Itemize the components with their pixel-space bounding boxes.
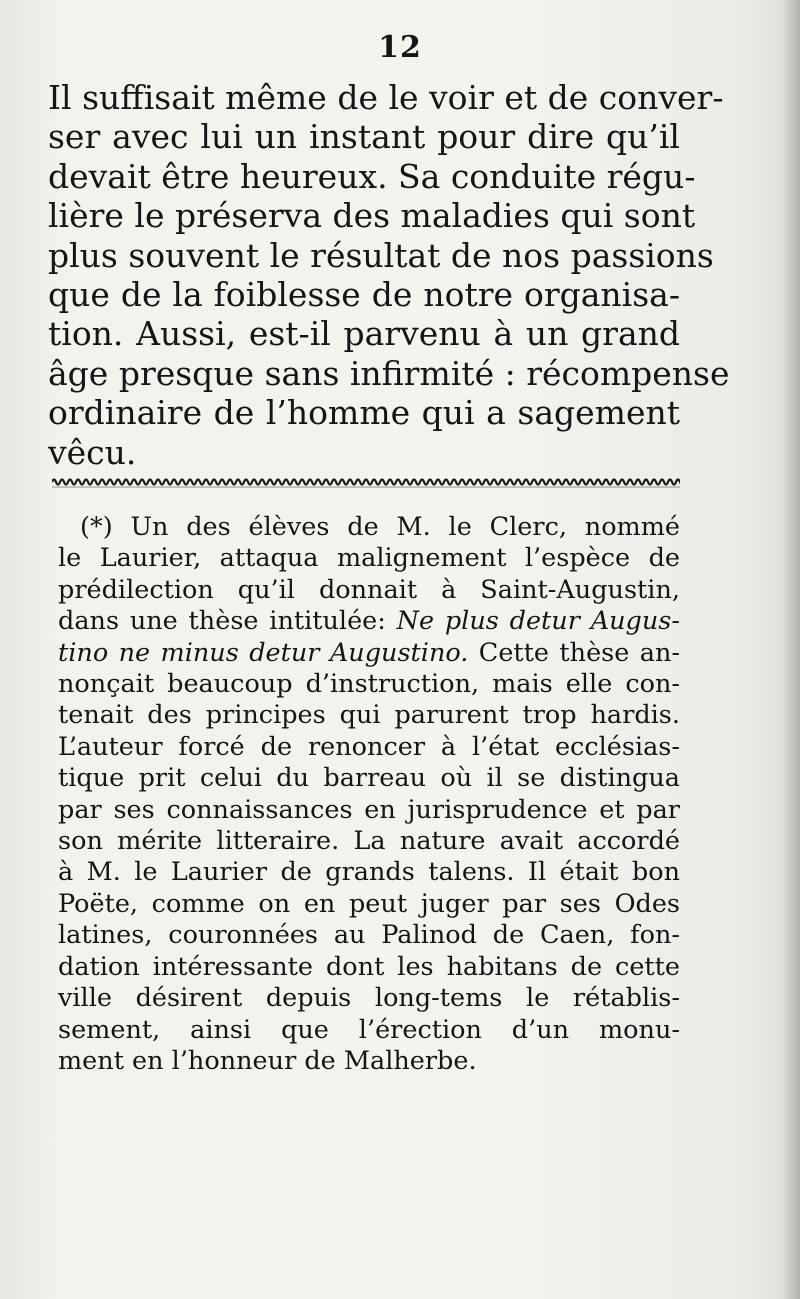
- main-line: devait être heureux. Sa conduite régu-: [48, 156, 696, 196]
- footnote-line: tique prit celui du barreau où il se distingua: [58, 763, 680, 794]
- footnote-line: ment en l’honneur de Malherbe.: [58, 1045, 477, 1076]
- footnote-line: dation intéressante dont les habitans de cette: [58, 951, 680, 982]
- latin-title: Ne plus detur Augus-: [396, 606, 680, 637]
- footnote-line-with-italic: [58, 606, 680, 637]
- main-line: lière le préserva des maladies qui sont: [48, 196, 696, 236]
- main-line: vêcu.: [48, 432, 137, 472]
- main-line: plus souvent le résultat de nos passions: [48, 235, 714, 275]
- footnote-line: ville désirent depuis long-tems le rétablis-: [58, 983, 680, 1014]
- footnote-line: son mérite litteraire. La nature avait accordé: [58, 826, 680, 857]
- main-line: âge presque sans infirmité : récompense: [48, 353, 730, 393]
- page-spine-shadow: [782, 0, 800, 1299]
- main-line: que de la foiblesse de notre organisa-: [48, 275, 680, 315]
- footnote-text: Cette thèse an-: [468, 637, 680, 668]
- footnote-line: L’auteur forcé de renoncer à l’état ecclésias-: [58, 731, 680, 762]
- footnote: [58, 512, 680, 1077]
- footnote-line: le Laurier, attaqua malignement l’espèce de: [58, 543, 680, 574]
- footnote-line: (*) Un des élèves de M. le Clerc, nommé: [80, 512, 680, 542]
- main-paragraph: [48, 78, 730, 472]
- main-line: ser avec lui un instant pour dire qu’il: [48, 117, 680, 157]
- footnote-line: latines, couronnées au Palinod de Caen, fon-: [58, 920, 680, 951]
- main-line: ordinaire de l’homme qui a sagement: [48, 393, 680, 433]
- page-number: 12: [378, 30, 422, 65]
- footnote-line-with-italic: [58, 638, 680, 669]
- footnote-line: sement, ainsi que l’érection d’un monu-: [58, 1014, 680, 1045]
- ornamental-divider: [52, 474, 680, 490]
- footnote-text: dans une thèse intitulée:: [58, 606, 397, 637]
- footnote-line: prédilection qu’il donnait à Saint-Augustin,: [58, 574, 680, 605]
- latin-title: tino ne minus detur Augustino.: [58, 637, 469, 668]
- main-line: tion. Aussi, est-il parvenu à un grand: [48, 314, 680, 354]
- main-line: Il suffisait même de le voir et de conver-: [48, 78, 724, 117]
- footnote-line: à M. le Laurier de grands talens. Il était bon: [58, 857, 680, 888]
- footnote-line: Poëte, comme on en peut juger par ses Odes: [58, 888, 680, 919]
- footnote-line: tenait des principes qui parurent trop hardis.: [58, 700, 680, 731]
- footnote-line: nonçait beaucoup d’instruction, mais elle con-: [58, 669, 680, 700]
- footnote-line: par ses connaissances en jurisprudence et par: [58, 794, 680, 825]
